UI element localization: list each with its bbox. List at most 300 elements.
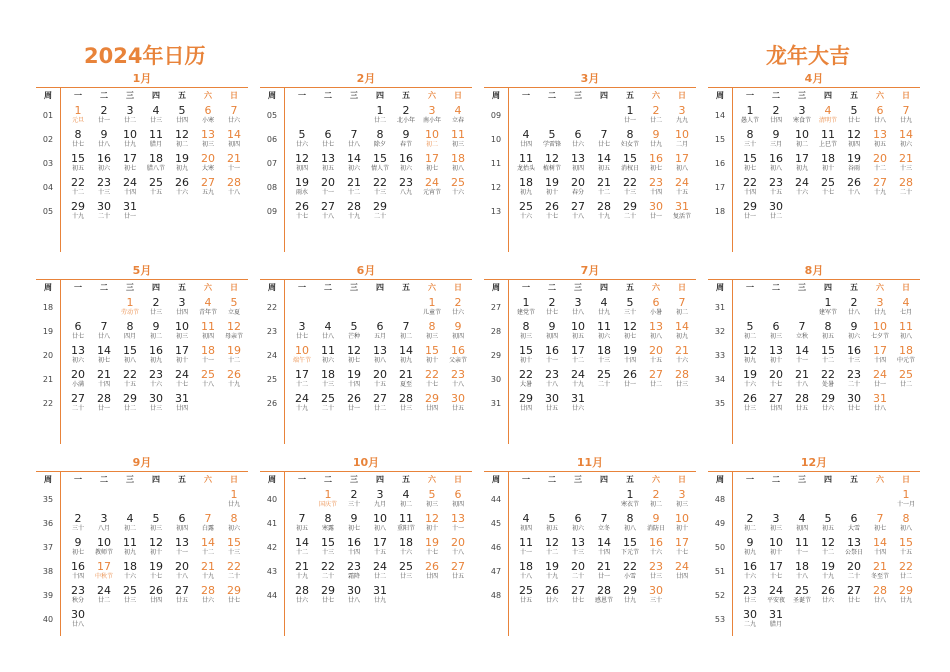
day-cell[interactable] bbox=[591, 512, 617, 536]
day-cell[interactable] bbox=[367, 128, 393, 152]
day-cell[interactable] bbox=[565, 536, 591, 560]
day-cell[interactable] bbox=[539, 584, 565, 608]
day-cell[interactable] bbox=[117, 200, 143, 224]
day-cell[interactable] bbox=[315, 344, 341, 368]
day-cell[interactable] bbox=[393, 344, 419, 368]
day-cell[interactable] bbox=[669, 128, 695, 152]
day-cell[interactable] bbox=[763, 512, 789, 536]
day-cell[interactable] bbox=[315, 488, 341, 512]
day-cell[interactable] bbox=[737, 512, 763, 536]
day-cell[interactable] bbox=[815, 320, 841, 344]
day-cell[interactable] bbox=[195, 584, 221, 608]
day-cell[interactable] bbox=[65, 104, 91, 128]
day-cell[interactable] bbox=[513, 512, 539, 536]
day-cell[interactable] bbox=[841, 152, 867, 176]
day-cell[interactable] bbox=[867, 560, 893, 584]
day-cell[interactable] bbox=[117, 560, 143, 584]
day-cell[interactable] bbox=[737, 200, 763, 224]
day-cell[interactable] bbox=[341, 512, 367, 536]
day-cell[interactable] bbox=[169, 584, 195, 608]
day-cell[interactable] bbox=[539, 296, 565, 320]
day-cell[interactable] bbox=[367, 152, 393, 176]
day-cell[interactable] bbox=[893, 344, 919, 368]
day-cell[interactable] bbox=[893, 488, 919, 512]
day-cell[interactable] bbox=[617, 560, 643, 584]
day-cell[interactable] bbox=[815, 536, 841, 560]
day-cell[interactable] bbox=[289, 128, 315, 152]
day-cell[interactable] bbox=[65, 536, 91, 560]
day-cell[interactable] bbox=[65, 584, 91, 608]
day-cell[interactable] bbox=[763, 152, 789, 176]
day-cell[interactable] bbox=[669, 536, 695, 560]
day-cell[interactable] bbox=[867, 104, 893, 128]
day-cell[interactable] bbox=[341, 176, 367, 200]
day-cell[interactable] bbox=[565, 584, 591, 608]
day-cell[interactable] bbox=[143, 536, 169, 560]
day-cell[interactable] bbox=[65, 128, 91, 152]
day-cell[interactable] bbox=[367, 584, 393, 608]
day-cell[interactable] bbox=[445, 104, 471, 128]
day-cell[interactable] bbox=[867, 320, 893, 344]
day-cell[interactable] bbox=[815, 560, 841, 584]
day-cell[interactable] bbox=[737, 152, 763, 176]
day-cell[interactable] bbox=[737, 344, 763, 368]
day-cell[interactable] bbox=[591, 128, 617, 152]
day-cell[interactable] bbox=[143, 584, 169, 608]
day-cell[interactable] bbox=[367, 392, 393, 416]
day-cell[interactable] bbox=[315, 176, 341, 200]
day-cell[interactable] bbox=[841, 392, 867, 416]
day-cell[interactable] bbox=[815, 512, 841, 536]
day-cell[interactable] bbox=[841, 176, 867, 200]
day-cell[interactable] bbox=[221, 488, 247, 512]
day-cell[interactable] bbox=[221, 536, 247, 560]
day-cell[interactable] bbox=[169, 128, 195, 152]
day-cell[interactable] bbox=[643, 368, 669, 392]
day-cell[interactable] bbox=[143, 512, 169, 536]
day-cell[interactable] bbox=[341, 368, 367, 392]
day-cell[interactable] bbox=[737, 536, 763, 560]
day-cell[interactable] bbox=[841, 104, 867, 128]
day-cell[interactable] bbox=[65, 608, 91, 632]
day-cell[interactable] bbox=[91, 560, 117, 584]
day-cell[interactable] bbox=[789, 128, 815, 152]
day-cell[interactable] bbox=[195, 176, 221, 200]
day-cell[interactable] bbox=[643, 320, 669, 344]
day-cell[interactable] bbox=[117, 104, 143, 128]
day-cell[interactable] bbox=[289, 344, 315, 368]
day-cell[interactable] bbox=[341, 560, 367, 584]
day-cell[interactable] bbox=[169, 176, 195, 200]
day-cell[interactable] bbox=[565, 152, 591, 176]
day-cell[interactable] bbox=[737, 104, 763, 128]
day-cell[interactable] bbox=[169, 320, 195, 344]
day-cell[interactable] bbox=[91, 368, 117, 392]
day-cell[interactable] bbox=[195, 152, 221, 176]
day-cell[interactable] bbox=[893, 584, 919, 608]
day-cell[interactable] bbox=[341, 344, 367, 368]
day-cell[interactable] bbox=[591, 152, 617, 176]
day-cell[interactable] bbox=[841, 128, 867, 152]
day-cell[interactable] bbox=[893, 296, 919, 320]
day-cell[interactable] bbox=[841, 512, 867, 536]
day-cell[interactable] bbox=[643, 536, 669, 560]
day-cell[interactable] bbox=[815, 104, 841, 128]
day-cell[interactable] bbox=[763, 128, 789, 152]
day-cell[interactable] bbox=[367, 368, 393, 392]
day-cell[interactable] bbox=[117, 584, 143, 608]
day-cell[interactable] bbox=[669, 512, 695, 536]
day-cell[interactable] bbox=[763, 344, 789, 368]
day-cell[interactable] bbox=[513, 200, 539, 224]
day-cell[interactable] bbox=[143, 368, 169, 392]
day-cell[interactable] bbox=[445, 344, 471, 368]
day-cell[interactable] bbox=[669, 200, 695, 224]
day-cell[interactable] bbox=[565, 344, 591, 368]
day-cell[interactable] bbox=[789, 584, 815, 608]
day-cell[interactable] bbox=[195, 296, 221, 320]
day-cell[interactable] bbox=[367, 536, 393, 560]
day-cell[interactable] bbox=[91, 536, 117, 560]
day-cell[interactable] bbox=[289, 200, 315, 224]
day-cell[interactable] bbox=[195, 128, 221, 152]
day-cell[interactable] bbox=[617, 296, 643, 320]
day-cell[interactable] bbox=[591, 368, 617, 392]
day-cell[interactable] bbox=[419, 344, 445, 368]
day-cell[interactable] bbox=[341, 584, 367, 608]
day-cell[interactable] bbox=[315, 536, 341, 560]
day-cell[interactable] bbox=[789, 344, 815, 368]
day-cell[interactable] bbox=[445, 152, 471, 176]
day-cell[interactable] bbox=[195, 512, 221, 536]
day-cell[interactable] bbox=[737, 560, 763, 584]
day-cell[interactable] bbox=[737, 584, 763, 608]
day-cell[interactable] bbox=[763, 176, 789, 200]
day-cell[interactable] bbox=[513, 584, 539, 608]
day-cell[interactable] bbox=[737, 392, 763, 416]
day-cell[interactable] bbox=[143, 176, 169, 200]
day-cell[interactable] bbox=[393, 536, 419, 560]
day-cell[interactable] bbox=[867, 392, 893, 416]
day-cell[interactable] bbox=[315, 584, 341, 608]
day-cell[interactable] bbox=[289, 320, 315, 344]
day-cell[interactable] bbox=[419, 320, 445, 344]
day-cell[interactable] bbox=[893, 560, 919, 584]
day-cell[interactable] bbox=[893, 152, 919, 176]
day-cell[interactable] bbox=[367, 320, 393, 344]
day-cell[interactable] bbox=[539, 368, 565, 392]
day-cell[interactable] bbox=[445, 368, 471, 392]
day-cell[interactable] bbox=[643, 296, 669, 320]
day-cell[interactable] bbox=[565, 128, 591, 152]
day-cell[interactable] bbox=[169, 392, 195, 416]
day-cell[interactable] bbox=[315, 152, 341, 176]
day-cell[interactable] bbox=[143, 392, 169, 416]
day-cell[interactable] bbox=[195, 344, 221, 368]
day-cell[interactable] bbox=[169, 344, 195, 368]
day-cell[interactable] bbox=[617, 344, 643, 368]
day-cell[interactable] bbox=[393, 488, 419, 512]
day-cell[interactable] bbox=[617, 200, 643, 224]
day-cell[interactable] bbox=[445, 392, 471, 416]
day-cell[interactable] bbox=[445, 536, 471, 560]
day-cell[interactable] bbox=[539, 128, 565, 152]
day-cell[interactable] bbox=[539, 536, 565, 560]
day-cell[interactable] bbox=[893, 176, 919, 200]
day-cell[interactable] bbox=[789, 512, 815, 536]
day-cell[interactable] bbox=[445, 512, 471, 536]
day-cell[interactable] bbox=[315, 560, 341, 584]
day-cell[interactable] bbox=[445, 560, 471, 584]
day-cell[interactable] bbox=[763, 608, 789, 632]
day-cell[interactable] bbox=[393, 152, 419, 176]
day-cell[interactable] bbox=[91, 320, 117, 344]
day-cell[interactable] bbox=[117, 296, 143, 320]
day-cell[interactable] bbox=[763, 320, 789, 344]
day-cell[interactable] bbox=[289, 392, 315, 416]
day-cell[interactable] bbox=[789, 536, 815, 560]
day-cell[interactable] bbox=[143, 104, 169, 128]
day-cell[interactable] bbox=[893, 320, 919, 344]
day-cell[interactable] bbox=[893, 368, 919, 392]
day-cell[interactable] bbox=[117, 344, 143, 368]
day-cell[interactable] bbox=[289, 536, 315, 560]
day-cell[interactable] bbox=[789, 152, 815, 176]
day-cell[interactable] bbox=[617, 176, 643, 200]
day-cell[interactable] bbox=[169, 512, 195, 536]
day-cell[interactable] bbox=[143, 128, 169, 152]
day-cell[interactable] bbox=[221, 152, 247, 176]
day-cell[interactable] bbox=[91, 176, 117, 200]
day-cell[interactable] bbox=[289, 512, 315, 536]
day-cell[interactable] bbox=[419, 512, 445, 536]
day-cell[interactable] bbox=[763, 368, 789, 392]
day-cell[interactable] bbox=[669, 320, 695, 344]
day-cell[interactable] bbox=[367, 176, 393, 200]
day-cell[interactable] bbox=[195, 104, 221, 128]
day-cell[interactable] bbox=[393, 128, 419, 152]
day-cell[interactable] bbox=[789, 392, 815, 416]
day-cell[interactable] bbox=[643, 560, 669, 584]
day-cell[interactable] bbox=[643, 152, 669, 176]
day-cell[interactable] bbox=[513, 296, 539, 320]
day-cell[interactable] bbox=[565, 200, 591, 224]
day-cell[interactable] bbox=[617, 488, 643, 512]
day-cell[interactable] bbox=[195, 368, 221, 392]
day-cell[interactable] bbox=[91, 584, 117, 608]
day-cell[interactable] bbox=[513, 536, 539, 560]
day-cell[interactable] bbox=[565, 368, 591, 392]
day-cell[interactable] bbox=[565, 560, 591, 584]
day-cell[interactable] bbox=[65, 200, 91, 224]
day-cell[interactable] bbox=[65, 512, 91, 536]
day-cell[interactable] bbox=[419, 488, 445, 512]
day-cell[interactable] bbox=[117, 152, 143, 176]
day-cell[interactable] bbox=[315, 320, 341, 344]
day-cell[interactable] bbox=[763, 392, 789, 416]
day-cell[interactable] bbox=[617, 368, 643, 392]
day-cell[interactable] bbox=[65, 152, 91, 176]
day-cell[interactable] bbox=[841, 320, 867, 344]
day-cell[interactable] bbox=[367, 344, 393, 368]
day-cell[interactable] bbox=[539, 176, 565, 200]
day-cell[interactable] bbox=[565, 392, 591, 416]
day-cell[interactable] bbox=[737, 368, 763, 392]
day-cell[interactable] bbox=[367, 512, 393, 536]
day-cell[interactable] bbox=[221, 176, 247, 200]
day-cell[interactable] bbox=[445, 296, 471, 320]
day-cell[interactable] bbox=[539, 200, 565, 224]
day-cell[interactable] bbox=[91, 512, 117, 536]
day-cell[interactable] bbox=[841, 368, 867, 392]
day-cell[interactable] bbox=[393, 392, 419, 416]
day-cell[interactable] bbox=[393, 368, 419, 392]
day-cell[interactable] bbox=[815, 152, 841, 176]
day-cell[interactable] bbox=[513, 560, 539, 584]
day-cell[interactable] bbox=[341, 320, 367, 344]
day-cell[interactable] bbox=[65, 368, 91, 392]
day-cell[interactable] bbox=[419, 560, 445, 584]
day-cell[interactable] bbox=[617, 536, 643, 560]
day-cell[interactable] bbox=[513, 128, 539, 152]
day-cell[interactable] bbox=[841, 584, 867, 608]
day-cell[interactable] bbox=[513, 152, 539, 176]
day-cell[interactable] bbox=[117, 368, 143, 392]
day-cell[interactable] bbox=[643, 584, 669, 608]
day-cell[interactable] bbox=[669, 104, 695, 128]
day-cell[interactable] bbox=[393, 512, 419, 536]
day-cell[interactable] bbox=[117, 536, 143, 560]
day-cell[interactable] bbox=[289, 152, 315, 176]
day-cell[interactable] bbox=[763, 584, 789, 608]
day-cell[interactable] bbox=[591, 200, 617, 224]
day-cell[interactable] bbox=[617, 128, 643, 152]
day-cell[interactable] bbox=[617, 320, 643, 344]
day-cell[interactable] bbox=[867, 536, 893, 560]
day-cell[interactable] bbox=[221, 560, 247, 584]
day-cell[interactable] bbox=[169, 152, 195, 176]
day-cell[interactable] bbox=[841, 344, 867, 368]
day-cell[interactable] bbox=[763, 200, 789, 224]
day-cell[interactable] bbox=[195, 536, 221, 560]
day-cell[interactable] bbox=[893, 128, 919, 152]
day-cell[interactable] bbox=[669, 344, 695, 368]
day-cell[interactable] bbox=[117, 320, 143, 344]
day-cell[interactable] bbox=[65, 392, 91, 416]
day-cell[interactable] bbox=[867, 128, 893, 152]
day-cell[interactable] bbox=[841, 536, 867, 560]
day-cell[interactable] bbox=[669, 176, 695, 200]
day-cell[interactable] bbox=[867, 152, 893, 176]
day-cell[interactable] bbox=[393, 560, 419, 584]
day-cell[interactable] bbox=[65, 560, 91, 584]
day-cell[interactable] bbox=[341, 128, 367, 152]
day-cell[interactable] bbox=[221, 584, 247, 608]
day-cell[interactable] bbox=[539, 392, 565, 416]
day-cell[interactable] bbox=[565, 512, 591, 536]
day-cell[interactable] bbox=[393, 320, 419, 344]
day-cell[interactable] bbox=[591, 584, 617, 608]
day-cell[interactable] bbox=[195, 560, 221, 584]
day-cell[interactable] bbox=[143, 560, 169, 584]
day-cell[interactable] bbox=[643, 200, 669, 224]
day-cell[interactable] bbox=[367, 200, 393, 224]
day-cell[interactable] bbox=[445, 176, 471, 200]
day-cell[interactable] bbox=[91, 152, 117, 176]
day-cell[interactable] bbox=[419, 176, 445, 200]
day-cell[interactable] bbox=[91, 128, 117, 152]
day-cell[interactable] bbox=[591, 560, 617, 584]
day-cell[interactable] bbox=[513, 320, 539, 344]
day-cell[interactable] bbox=[565, 296, 591, 320]
day-cell[interactable] bbox=[169, 104, 195, 128]
day-cell[interactable] bbox=[643, 128, 669, 152]
day-cell[interactable] bbox=[169, 536, 195, 560]
day-cell[interactable] bbox=[591, 320, 617, 344]
day-cell[interactable] bbox=[565, 176, 591, 200]
day-cell[interactable] bbox=[341, 536, 367, 560]
day-cell[interactable] bbox=[789, 320, 815, 344]
day-cell[interactable] bbox=[289, 584, 315, 608]
day-cell[interactable] bbox=[737, 128, 763, 152]
day-cell[interactable] bbox=[591, 344, 617, 368]
day-cell[interactable] bbox=[669, 296, 695, 320]
day-cell[interactable] bbox=[669, 152, 695, 176]
day-cell[interactable] bbox=[815, 296, 841, 320]
day-cell[interactable] bbox=[445, 488, 471, 512]
day-cell[interactable] bbox=[815, 344, 841, 368]
day-cell[interactable] bbox=[617, 104, 643, 128]
day-cell[interactable] bbox=[117, 128, 143, 152]
day-cell[interactable] bbox=[221, 296, 247, 320]
day-cell[interactable] bbox=[419, 536, 445, 560]
day-cell[interactable] bbox=[643, 176, 669, 200]
day-cell[interactable] bbox=[221, 128, 247, 152]
day-cell[interactable] bbox=[867, 176, 893, 200]
day-cell[interactable] bbox=[815, 368, 841, 392]
day-cell[interactable] bbox=[419, 104, 445, 128]
day-cell[interactable] bbox=[539, 320, 565, 344]
day-cell[interactable] bbox=[289, 560, 315, 584]
day-cell[interactable] bbox=[539, 152, 565, 176]
day-cell[interactable] bbox=[221, 512, 247, 536]
day-cell[interactable] bbox=[65, 176, 91, 200]
day-cell[interactable] bbox=[367, 560, 393, 584]
day-cell[interactable] bbox=[893, 536, 919, 560]
day-cell[interactable] bbox=[195, 320, 221, 344]
day-cell[interactable] bbox=[315, 200, 341, 224]
day-cell[interactable] bbox=[419, 392, 445, 416]
day-cell[interactable] bbox=[117, 512, 143, 536]
day-cell[interactable] bbox=[669, 368, 695, 392]
day-cell[interactable] bbox=[393, 104, 419, 128]
day-cell[interactable] bbox=[143, 320, 169, 344]
day-cell[interactable] bbox=[117, 176, 143, 200]
day-cell[interactable] bbox=[117, 392, 143, 416]
day-cell[interactable] bbox=[617, 512, 643, 536]
day-cell[interactable] bbox=[143, 296, 169, 320]
day-cell[interactable] bbox=[643, 104, 669, 128]
day-cell[interactable] bbox=[289, 368, 315, 392]
day-cell[interactable] bbox=[841, 560, 867, 584]
day-cell[interactable] bbox=[643, 512, 669, 536]
day-cell[interactable] bbox=[893, 512, 919, 536]
day-cell[interactable] bbox=[221, 344, 247, 368]
day-cell[interactable] bbox=[315, 392, 341, 416]
day-cell[interactable] bbox=[867, 344, 893, 368]
day-cell[interactable] bbox=[445, 320, 471, 344]
day-cell[interactable] bbox=[91, 104, 117, 128]
